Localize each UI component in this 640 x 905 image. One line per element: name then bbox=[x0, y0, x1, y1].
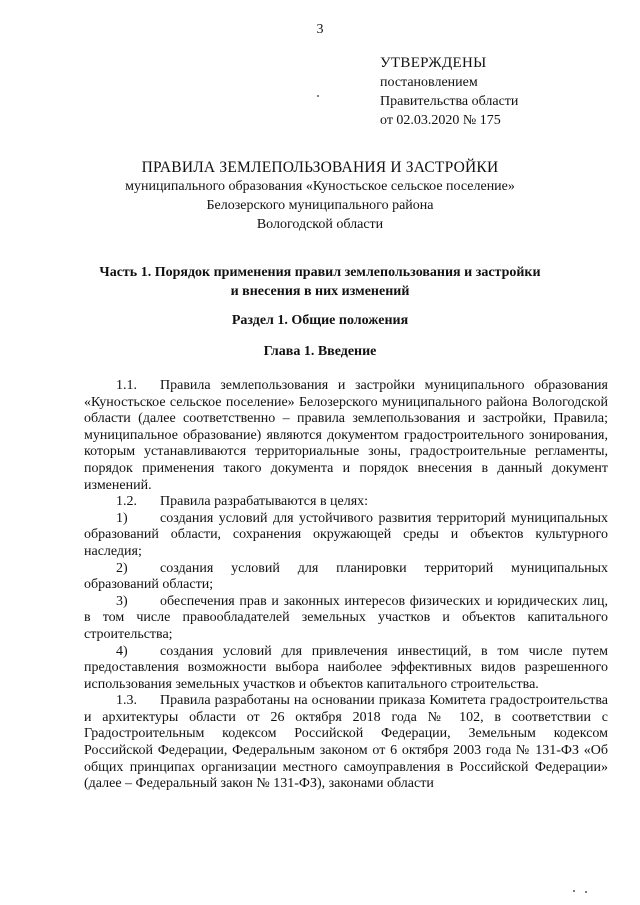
part-heading-line: и внесения в них изменений bbox=[230, 284, 410, 299]
paragraph-1-3 bbox=[84, 693, 608, 793]
approval-heading: УТВЕРЖДЕНЫ bbox=[380, 55, 487, 71]
title-line: Вологодской области bbox=[256, 217, 384, 232]
list-item bbox=[84, 511, 608, 561]
paragraph-number: 1.2. bbox=[116, 494, 137, 510]
page-number: 3 bbox=[316, 22, 324, 37]
list-item-text: создания условий для устойчивого развития территорий муниципальных образований области, сохранения окружающей среды и объектов культурного наследия; bbox=[84, 510, 608, 559]
title-line: муниципального образования «Куностьское сельское поселение» bbox=[125, 179, 515, 194]
scan-speck bbox=[585, 891, 587, 893]
list-item bbox=[84, 594, 608, 644]
main-title: ПРАВИЛА ЗЕМЛЕПОЛЬЗОВАНИЯ И ЗАСТРОЙКИ bbox=[141, 159, 499, 176]
list-item-text: обеспечения прав и законных интересов физических и юридических лиц, в том числе правообладателей земельных участков и объектов капитального строительства; bbox=[84, 593, 608, 642]
paragraph-number: 1.3. bbox=[116, 693, 137, 709]
paragraph-number: 1.1. bbox=[116, 378, 137, 393]
section-heading: Раздел 1. Общие положения bbox=[231, 313, 409, 328]
paragraph-text: Правила разрабатываются в целях: bbox=[160, 494, 369, 510]
part-heading bbox=[0, 263, 640, 301]
title-line: Белозерского муниципального района bbox=[206, 198, 434, 213]
body-text bbox=[84, 378, 608, 793]
approval-line: постановлением bbox=[380, 75, 478, 90]
paragraph-1-2 bbox=[84, 494, 608, 511]
list-item-number: 2) bbox=[116, 560, 128, 576]
approval-date: от 02.03.2020 № 175 bbox=[380, 113, 501, 128]
list-item-number: 4) bbox=[116, 643, 128, 659]
paragraph-text: Правила разработаны на основании приказа Комитета градостроительства и архитектуры области от 26 октября 2018 года № 102, в соответствии с Градостроительным кодексом Российской Федерации, Земельным кодексом Российской Федерации, Федеральным законом от 6 октября 2003 года № 131-ФЗ «Об общих принципах организации местного самоуправления в Российской Федерации» (далее – Федеральный закон № 131-ФЗ), законами области bbox=[84, 693, 608, 792]
scan-speck bbox=[573, 890, 575, 892]
approval-stamp bbox=[380, 54, 518, 130]
list-item-text: создания условий для привлечения инвестиций, в том числе путем предоставления возможности выбора наиболее эффективных видов разрешенного использования земельных участков и объектов капитального строительства. bbox=[84, 643, 608, 692]
list-item bbox=[84, 561, 608, 594]
list-item-number: 3) bbox=[116, 593, 128, 609]
list-item bbox=[84, 644, 608, 694]
list-item-number: 1) bbox=[116, 510, 128, 526]
document-title bbox=[0, 158, 640, 234]
paragraph-text: Правила землепользования и застройки муниципального образования «Куностьское сельское поселение» Белозерского муниципального района Вологодской области (далее соответственно – правила землепользования и застройки, Правила; муниципальное образование) являются документом градостроительного зонирования, которым устанавливаются территориальные зоны, градостроительные регламенты, порядок применения такого документа и порядок внесения в данный документ изменений. bbox=[84, 378, 608, 493]
chapter-heading: Глава 1. Введение bbox=[263, 344, 377, 359]
paragraph-1-1 bbox=[84, 378, 608, 494]
part-heading-line: Часть 1. Порядок применения правил землепользования и застройки bbox=[99, 265, 541, 280]
approval-line: Правительства области bbox=[380, 94, 519, 109]
scan-speck bbox=[317, 95, 319, 97]
list-item-text: создания условий для планировки территорий муниципальных образований области; bbox=[84, 560, 608, 593]
